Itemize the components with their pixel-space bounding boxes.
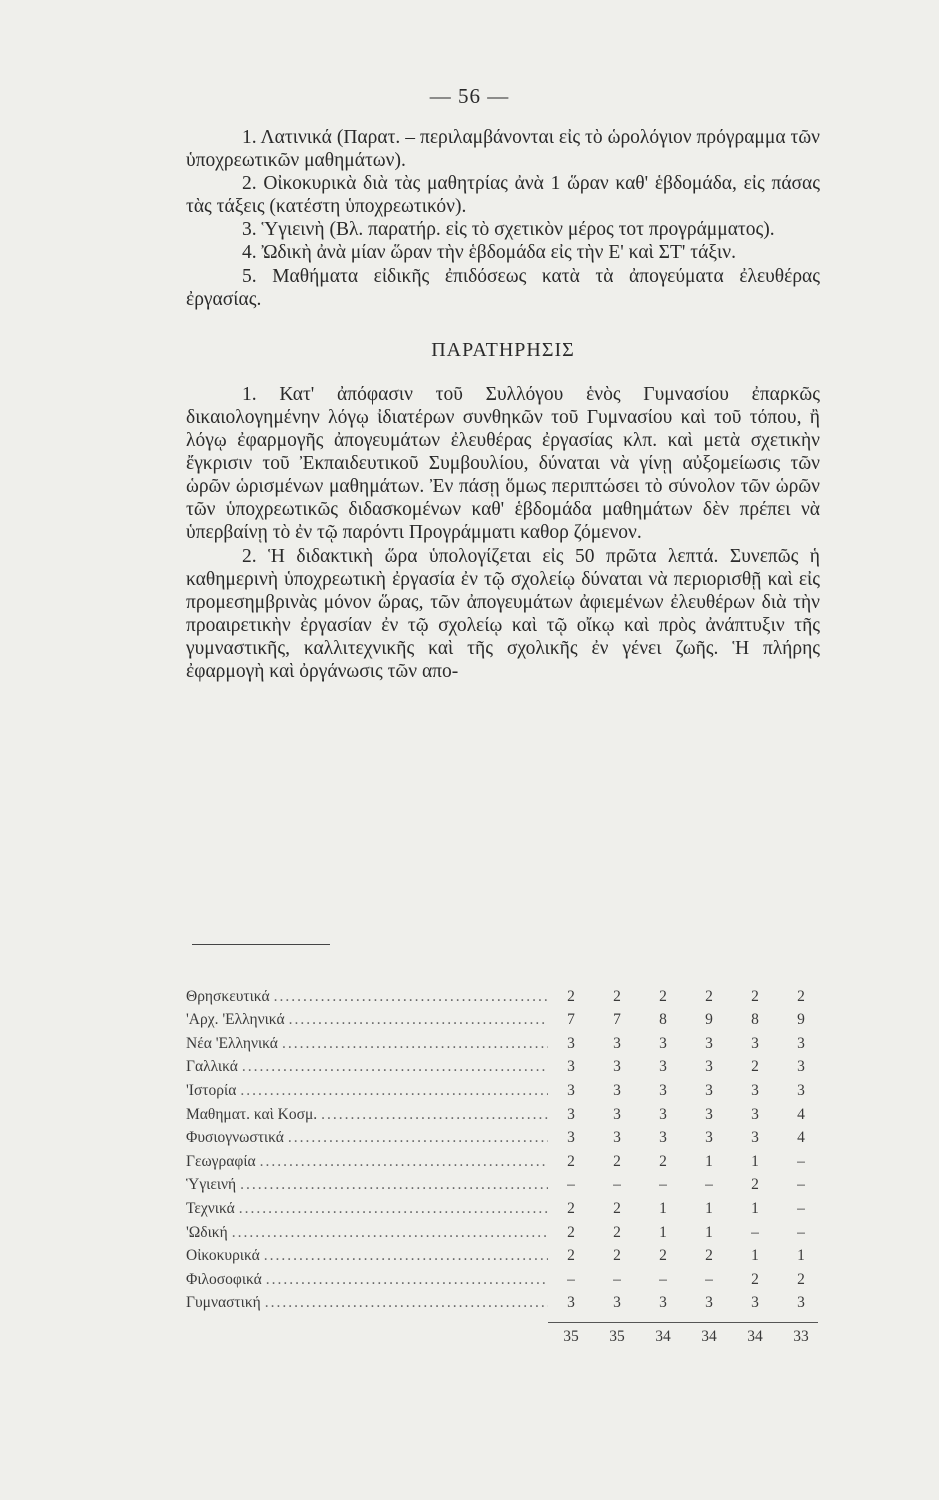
total-cell: 33 xyxy=(793,1327,809,1345)
leader-dots xyxy=(266,1271,548,1289)
hours-cell: 9 xyxy=(705,1011,713,1029)
hours-cell: 7 xyxy=(567,1011,575,1029)
hours-cell: 1 xyxy=(705,1199,713,1217)
subject-name: Οἰκοκυρικά xyxy=(186,1247,260,1265)
subject-name: Μαθηματ. καὶ Κοσμ. xyxy=(186,1105,318,1123)
hours-cell: 3 xyxy=(567,1058,575,1076)
subject-name: Ὑγιεινή xyxy=(186,1176,237,1194)
hours-cell: 3 xyxy=(751,1294,759,1312)
leader-dots xyxy=(239,1200,548,1218)
table-row xyxy=(186,1171,826,1195)
page-number: — 56 — xyxy=(429,84,510,108)
hours-cell: 1 xyxy=(751,1152,759,1170)
hours-cell: – xyxy=(705,1270,713,1288)
subject-name: Θρησκευτικά xyxy=(186,987,270,1005)
hours-cell: 2 xyxy=(659,987,667,1005)
hours-cell: 3 xyxy=(751,1129,759,1147)
hours-table xyxy=(186,982,826,1346)
hours-cell: 3 xyxy=(567,1034,575,1052)
hours-cell: 3 xyxy=(613,1294,621,1312)
leader-dots xyxy=(288,1129,548,1147)
hours-cell: 3 xyxy=(659,1034,667,1052)
table-row xyxy=(186,1194,826,1218)
hours-cell: 1 xyxy=(659,1223,667,1241)
hours-cell: 3 xyxy=(705,1081,713,1099)
subject-name: Γυμναστική xyxy=(186,1294,261,1312)
note-paragraph: 1. Κατ' ἀπόφασιν τοῦ Συλλόγου ἑνὸς Γυμνασίου ἐπαρκῶς δικαιολογημένην λόγῳ ἰδιατέρων συνθηκῶν τοῦ Γυμνασίου καὶ τοῦ τόπου, ἢ λόγῳ ἐφαρμογῆς ἀπογευμάτων ἐλευθέρας ἐργασίας κλπ. καὶ μετὰ σχετικὴν ἔγκρισιν τοῦ Ἐκπαιδευτικοῦ Συμβουλίου, δύναται νὰ γίνῃ αὐξομείωσις τῶν ὡρῶν ὡρισμένων μαθημάτων. Ἐν πάσῃ ὅμως περιπτώσει τὸ σύνολον τῶν ὡρῶν τῶν ὑποχρεωτικῶς διδασκομένων καθ' ἑβδομάδα μαθημάτων δὲν πρέπει νὰ ὑπερβαίνῃ τὸ ἐν τῷ παρόντι Προγράμματι καθορ ζόμενον. xyxy=(186,383,820,544)
total-cell: 34 xyxy=(747,1327,763,1345)
hours-cell: 4 xyxy=(797,1129,805,1147)
hours-cell: 4 xyxy=(797,1105,805,1123)
hours-cell: 3 xyxy=(613,1034,621,1052)
table-row xyxy=(186,982,826,1006)
hours-cell: 9 xyxy=(797,1011,805,1029)
list-item: 1. Λατινικά (Παρατ. – περιλαμβάνονται εἰς τὸ ὡρολόγιον πρόγραμμα τῶν ὑποχρεωτικῶν μαθημάτων). xyxy=(186,127,820,172)
subject-name: Γεωγραφία xyxy=(186,1152,256,1170)
list-item: 3. Ὑγιεινὴ (Βλ. παρατήρ. εἰς τὸ σχετικὸν μέρος τοτ προγράμματος). xyxy=(242,219,775,241)
hours-cell: 2 xyxy=(797,987,805,1005)
body-text xyxy=(186,126,820,683)
hours-cell: – xyxy=(751,1223,759,1241)
hours-cell: 2 xyxy=(751,987,759,1005)
leader-dots xyxy=(264,1247,548,1265)
list-item: 5. Μαθήματα εἰδικῆς ἐπιδόσεως κατὰ τὰ ἀπογεύματα ἐλευθέρας ἐργασίας. xyxy=(186,265,820,310)
hours-cell: – xyxy=(613,1176,621,1194)
hours-cell: 7 xyxy=(613,1011,621,1029)
hours-cell: – xyxy=(797,1152,805,1170)
hours-cell: 3 xyxy=(659,1081,667,1099)
hours-cell: 2 xyxy=(567,1223,575,1241)
hours-cell: 3 xyxy=(659,1105,667,1123)
table-row xyxy=(186,1147,826,1171)
hours-cell: 2 xyxy=(567,1247,575,1265)
footnote-divider xyxy=(192,944,330,945)
hours-cell: – xyxy=(797,1176,805,1194)
hours-cell: – xyxy=(567,1176,575,1194)
table-row xyxy=(186,1242,826,1266)
hours-cell: 3 xyxy=(659,1058,667,1076)
table-row xyxy=(186,1265,826,1289)
hours-cell: 3 xyxy=(705,1034,713,1052)
hours-cell: 3 xyxy=(797,1294,805,1312)
totals-divider xyxy=(548,1322,818,1323)
hours-cell: 2 xyxy=(613,1199,621,1217)
table-row xyxy=(186,1076,826,1100)
hours-cell: 2 xyxy=(751,1176,759,1194)
hours-cell: 3 xyxy=(567,1081,575,1099)
hours-cell: 2 xyxy=(567,1199,575,1217)
leader-dots xyxy=(265,1294,548,1312)
hours-cell: 8 xyxy=(659,1011,667,1029)
hours-cell: 3 xyxy=(751,1081,759,1099)
table-row xyxy=(186,1100,826,1124)
hours-cell: – xyxy=(567,1270,575,1288)
hours-cell: 1 xyxy=(751,1247,759,1265)
hours-cell: 3 xyxy=(751,1105,759,1123)
hours-cell: 2 xyxy=(613,987,621,1005)
leader-dots xyxy=(242,1058,548,1076)
subject-name: Γαλλικά xyxy=(186,1058,238,1076)
hours-cell: 8 xyxy=(751,1011,759,1029)
hours-cell: – xyxy=(797,1223,805,1241)
hours-cell: 1 xyxy=(659,1199,667,1217)
leader-dots xyxy=(274,988,548,1006)
table-row xyxy=(186,1029,826,1053)
hours-cell: 3 xyxy=(567,1105,575,1123)
total-cell: 35 xyxy=(609,1327,625,1345)
hours-cell: 1 xyxy=(797,1247,805,1265)
hours-cell: 3 xyxy=(659,1129,667,1147)
hours-cell: 2 xyxy=(797,1270,805,1288)
hours-cell: 3 xyxy=(705,1058,713,1076)
hours-cell: 2 xyxy=(613,1152,621,1170)
hours-cell: 3 xyxy=(567,1294,575,1312)
table-row xyxy=(186,1124,826,1148)
hours-cell: 2 xyxy=(751,1058,759,1076)
subject-name: Νέα 'Ελληνικά xyxy=(186,1034,278,1052)
list-item: 4. Ὠδικὴ ἀνὰ μίαν ὥραν τὴν ἑβδομάδα εἰς τὴν Ε' καὶ ΣΤ' τάξιν. xyxy=(242,242,736,264)
subject-name: Φυσιογνωστικά xyxy=(186,1129,284,1147)
note-paragraph: 2. Ἡ διδακτικὴ ὥρα ὑπολογίζεται εἰς 50 πρῶτα λεπτά. Συνεπῶς ἡ καθημερινὴ ὑποχρεωτικὴ ἐργασία ἐν τῷ σχολείῳ δύναται νὰ περιορισθῇ καὶ εἰς προμεσημβρινὰς μόνον ὥρας, τῶν ἀπογευμάτων ἀφιεμένων ἐλευθέρων διὰ τὴν προαιρετικὴν ἐργασίαν ἐν τῷ σχολείῳ καὶ τῷ οἴκῳ καὶ πρὸς ἀνάπτυξιν τῆς γυμναστικῆς, καλλιτεχνικῆς καὶ τῆς σχολικῆς ἐν γένει ζωῆς. Ἡ πλήρης ἐφαρμογὴ καὶ ὀργάνωσις τῶν απο- xyxy=(186,545,820,682)
hours-cell: 3 xyxy=(797,1081,805,1099)
leader-dots xyxy=(240,1082,548,1100)
leader-dots xyxy=(240,1176,548,1194)
hours-cell: 2 xyxy=(613,1247,621,1265)
leader-dots xyxy=(321,1106,548,1124)
hours-cell: 2 xyxy=(659,1152,667,1170)
hours-cell: 3 xyxy=(705,1105,713,1123)
total-cell: 35 xyxy=(563,1327,579,1345)
hours-cell: 3 xyxy=(613,1129,621,1147)
hours-cell: 3 xyxy=(705,1294,713,1312)
subject-name: 'Ωδική xyxy=(186,1223,228,1241)
hours-cell: 3 xyxy=(797,1058,805,1076)
hours-cell: – xyxy=(797,1199,805,1217)
table-row xyxy=(186,1006,826,1030)
leader-dots xyxy=(260,1153,548,1171)
table-row xyxy=(186,1289,826,1313)
hours-cell: – xyxy=(705,1176,713,1194)
hours-cell: – xyxy=(613,1270,621,1288)
list-item: 2. Οἰκοκυρικὰ διὰ τὰς μαθητρίας ἀνὰ 1 ὥραν καθ' ἑβδομάδα, εἰς πάσας τὰς τάξεις (κατέστη ὑποχρεωτικόν). xyxy=(186,173,820,218)
hours-cell: 3 xyxy=(613,1105,621,1123)
total-cell: 34 xyxy=(701,1327,717,1345)
hours-cell: 2 xyxy=(659,1247,667,1265)
hours-cell: 2 xyxy=(567,1152,575,1170)
total-cell: 34 xyxy=(655,1327,671,1345)
hours-cell: 3 xyxy=(751,1034,759,1052)
leader-dots xyxy=(282,1035,548,1053)
hours-cell: 2 xyxy=(751,1270,759,1288)
hours-cell: – xyxy=(659,1270,667,1288)
hours-cell: 3 xyxy=(705,1129,713,1147)
hours-cell: 3 xyxy=(613,1058,621,1076)
hours-cell: 1 xyxy=(751,1199,759,1217)
hours-cell: 2 xyxy=(613,1223,621,1241)
subject-name: 'Ιστορία xyxy=(186,1081,237,1099)
hours-cell: – xyxy=(659,1176,667,1194)
table-row xyxy=(186,1218,826,1242)
hours-cell: 1 xyxy=(705,1223,713,1241)
subject-name: Φιλοσοφικά xyxy=(186,1270,262,1288)
table-row xyxy=(186,1053,826,1077)
subject-name: 'Αρχ. 'Ελληνικά xyxy=(186,1011,285,1029)
hours-cell: 3 xyxy=(567,1129,575,1147)
totals-row xyxy=(186,1322,826,1346)
leader-dots xyxy=(289,1011,548,1029)
hours-cell: 2 xyxy=(705,987,713,1005)
hours-cell: 3 xyxy=(613,1081,621,1099)
hours-cell: 2 xyxy=(705,1247,713,1265)
hours-cell: 2 xyxy=(567,987,575,1005)
hours-cell: 1 xyxy=(705,1152,713,1170)
hours-cell: 3 xyxy=(659,1294,667,1312)
subject-name: Τεχνικά xyxy=(186,1199,235,1217)
hours-cell: 3 xyxy=(797,1034,805,1052)
section-heading: ΠΑΡΑΤΗΡΗΣΙΣ xyxy=(431,338,575,361)
leader-dots xyxy=(232,1224,548,1242)
